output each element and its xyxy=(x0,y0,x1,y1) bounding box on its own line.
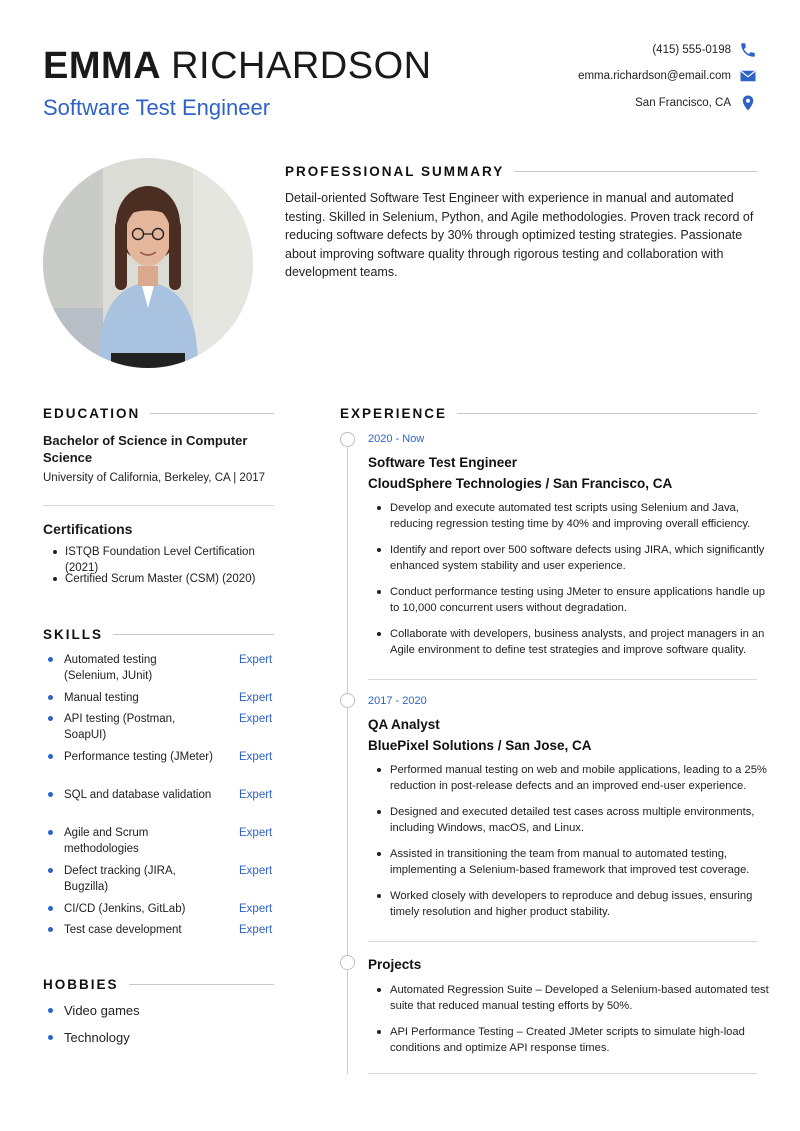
timeline-node xyxy=(340,693,355,708)
experience-heading xyxy=(340,406,757,421)
heading-rule xyxy=(129,984,274,985)
education-heading-text: EDUCATION xyxy=(43,406,141,421)
skill-item xyxy=(43,652,283,690)
skill-level: Expert xyxy=(239,924,273,936)
bullet-dot xyxy=(48,868,53,873)
bullet-dot xyxy=(48,830,53,835)
skill-item xyxy=(43,749,283,787)
summary-text: Detail-oriented Software Test Engineer with experience in manual and automated testing. Skilled in Selenium, Python, and Agile methodologies. Proven track record of reducing software defects by 30% through optimized testing strategies. Passionate about improving software quality through rigorous testing and collaboration with development teams. xyxy=(285,191,754,280)
projects-heading: Projects xyxy=(368,957,422,972)
skills-heading-text: SKILLS xyxy=(43,627,104,642)
job-role: Software Test Engineer xyxy=(368,455,518,470)
skill-level: Expert xyxy=(239,713,273,725)
email-text[interactable]: emma.richardson@email.com xyxy=(578,70,731,82)
hobbies-list xyxy=(43,1002,140,1056)
contact-email xyxy=(457,66,757,86)
email-icon xyxy=(739,67,757,85)
skills-list xyxy=(43,652,283,943)
last-name: RICHARDSON xyxy=(171,45,432,87)
contact-location xyxy=(457,93,757,113)
skill-name: Agile and Scrum methodologies xyxy=(64,827,149,855)
skill-name: Defect tracking (JIRA, Bugzilla) xyxy=(64,865,176,893)
phone-icon xyxy=(739,41,757,59)
project-bullet: API Performance Testing – Created JMeter scripts to simulate high-load conditions and optimize API response times. xyxy=(368,1024,773,1056)
job-bullet: Develop and execute automated test scripts using Selenium and Java, reducing regression testing time by 40% and improving overall efficiency. xyxy=(368,500,773,532)
divider xyxy=(43,505,274,506)
job-bullet: Identify and report over 500 software defects using JIRA, which significantly enhanced system stability and user experience. xyxy=(368,542,773,574)
heading-rule xyxy=(150,413,274,414)
skill-name: Automated testing (Selenium, JUnit) xyxy=(64,654,157,682)
skill-item xyxy=(43,901,283,922)
job-company: BluePixel Solutions / San Jose, CA xyxy=(368,738,592,753)
skill-name: SQL and database validation xyxy=(64,789,212,801)
skills-heading xyxy=(43,627,274,642)
skill-level: Expert xyxy=(239,654,273,666)
timeline-node xyxy=(340,432,355,447)
job-bullet: Assisted in transitioning the team from manual to automated testing, implementing a Selenium-based framework that improved test coverage. xyxy=(368,846,773,878)
bullet-dot xyxy=(48,927,53,932)
heading-rule xyxy=(457,413,757,414)
project-bullet: Automated Regression Suite – Developed a Selenium-based automated test suite that reduced manual testing efforts by 50%. xyxy=(368,982,773,1014)
summary-heading xyxy=(285,164,757,179)
first-name: EMMA xyxy=(43,45,162,87)
skill-item xyxy=(43,690,283,711)
skill-item xyxy=(43,825,283,863)
hobbies-heading-text: HOBBIES xyxy=(43,977,119,992)
location-pin-icon xyxy=(739,94,757,112)
job-bullet: Designed and executed detailed test cases across multiple environments, including Windows, macOS, and Linux. xyxy=(368,804,773,836)
divider xyxy=(368,1073,757,1074)
location-text: San Francisco, CA xyxy=(635,97,731,109)
certification-item: Certified Scrum Master (CSM) (2020) xyxy=(43,571,283,598)
certifications-list xyxy=(43,544,283,598)
skill-level: Expert xyxy=(239,827,273,839)
certification-item: ISTQB Foundation Level Certification (2021) xyxy=(43,544,283,571)
hobby-item: Video games xyxy=(43,1002,140,1029)
bullet-dot xyxy=(48,695,53,700)
skill-item xyxy=(43,787,283,825)
divider xyxy=(368,941,757,942)
project-bullets xyxy=(368,982,773,1066)
skill-level: Expert xyxy=(239,751,273,763)
job-role: QA Analyst xyxy=(368,717,440,732)
education-school: University of California, Berkeley, CA | 2017 xyxy=(43,472,266,484)
skill-level: Expert xyxy=(239,692,273,704)
heading-rule xyxy=(514,171,757,172)
job-date: 2017 - 2020 xyxy=(368,695,427,707)
profile-photo xyxy=(43,158,253,368)
job-bullet: Conduct performance testing using JMeter to ensure applications handle up to 10,000 concurrent users without degradation. xyxy=(368,584,773,616)
bullet-dot xyxy=(48,716,53,721)
timeline-line xyxy=(347,438,348,1074)
summary-heading-text: PROFESSIONAL SUMMARY xyxy=(285,164,505,179)
bullet-dot xyxy=(48,754,53,759)
skill-name: Test case development xyxy=(64,924,182,936)
skill-name: Manual testing xyxy=(64,692,139,704)
divider xyxy=(368,679,757,680)
job-title: Software Test Engineer xyxy=(43,95,271,120)
skill-level: Expert xyxy=(239,789,273,801)
skill-item xyxy=(43,863,283,901)
job-bullets xyxy=(368,762,773,930)
skill-item xyxy=(43,922,283,943)
timeline-node xyxy=(340,955,355,970)
bullet-dot xyxy=(48,792,53,797)
candidate-name xyxy=(43,44,432,88)
phone-text: (415) 555-0198 xyxy=(652,44,731,56)
hobby-item: Technology xyxy=(43,1029,140,1056)
heading-rule xyxy=(113,634,274,635)
skill-name: CI/CD (Jenkins, GitLab) xyxy=(64,903,186,915)
bullet-dot xyxy=(48,657,53,662)
job-bullet: Performed manual testing on web and mobile applications, leading to a 25% reduction in post-release defects and an improved end-user experience. xyxy=(368,762,773,794)
skill-item xyxy=(43,711,283,749)
education-heading xyxy=(43,406,274,421)
job-bullets xyxy=(368,500,773,668)
certifications-heading: Certifications xyxy=(43,521,133,537)
job-bullet: Worked closely with developers to reproduce and debug issues, ensuring timely resolution and higher product stability. xyxy=(368,888,773,920)
contact-phone xyxy=(457,40,757,60)
hobbies-heading xyxy=(43,977,274,992)
skill-level: Expert xyxy=(239,903,273,915)
skill-name: Performance testing (JMeter) xyxy=(64,751,213,763)
job-bullet: Collaborate with developers, business analysts, and project managers in an Agile environment to define test strategies and improve software quality. xyxy=(368,626,773,658)
skill-level: Expert xyxy=(239,865,273,877)
job-company: CloudSphere Technologies / San Francisco, CA xyxy=(368,476,673,491)
skill-name: API testing (Postman, SoapUI) xyxy=(64,713,176,741)
experience-heading-text: EXPERIENCE xyxy=(340,406,448,421)
education-degree: Bachelor of Science in Computer Science xyxy=(43,433,248,465)
bullet-dot xyxy=(48,906,53,911)
job-date: 2020 - Now xyxy=(368,433,425,445)
